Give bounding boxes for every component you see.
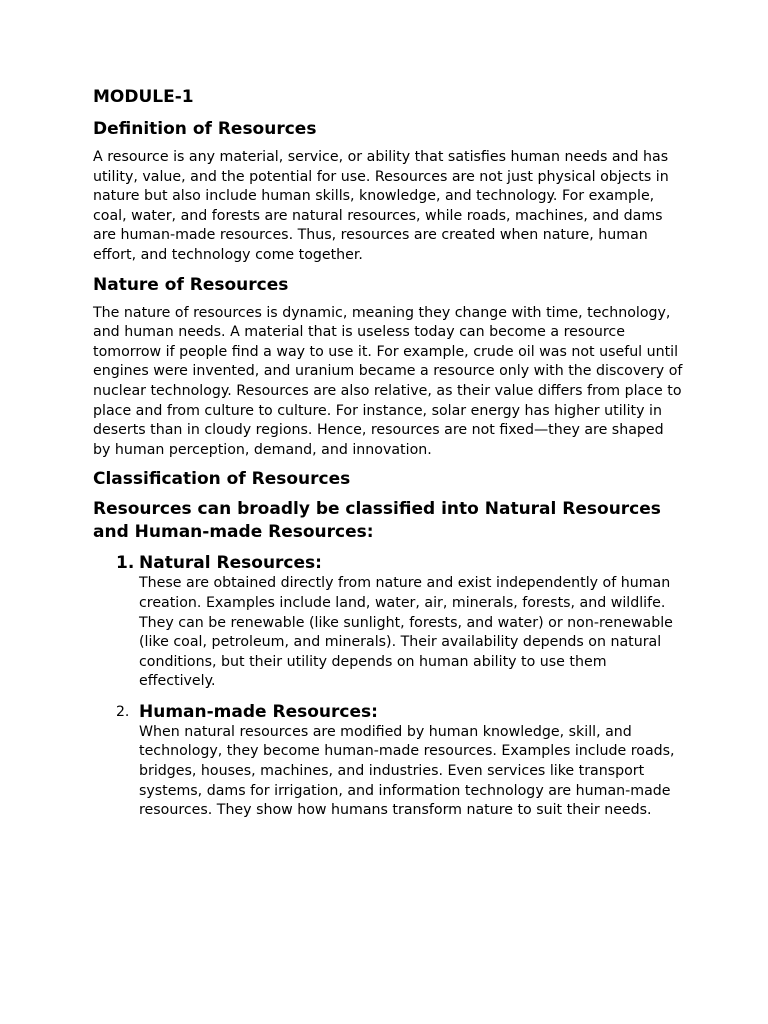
classification-lead: Resources can broadly be classified into Natural Resources and Human-made Resources:: [93, 499, 661, 543]
list-item-title: Natural Resources:: [139, 553, 322, 574]
list-item-body: When natural resources are modified by human knowledge, skill, and technology, they become human-made resources. Examples include roads, bridges, houses, machines, and industries. Even services like transport systems, dams for irrigation, and information technology are human-made resources. They show how humans transform nature to suit their needs.: [139, 723, 675, 819]
list-item-number: 1.: [116, 553, 135, 574]
section-heading-nature: Nature of Resources: [93, 274, 289, 295]
list-item: [93, 552, 683, 692]
definition-paragraph: A resource is any material, service, or ability that satisfies human needs and has utility, value, and the potential for use. Resources are not just physical objects in nature but also include human skills, knowledge, and technology. For example, coal, water, and forests are natural resources, while roads, machines, and dams are human-made resources. Thus, resources are created when nature, human effort, and technology come together.: [93, 149, 669, 263]
list-item-number: 2.: [116, 703, 130, 720]
nature-paragraph: The nature of resources is dynamic, meaning they change with time, technology, and human needs. A material that is useless today can become a resource tomorrow if people find a way to use it. For example, crude oil was not useful until engines were invented, and uranium became a resource only with the discovery of nuclear technology. Resources are also relative, as their value differs from place to place and from culture to culture. For instance, solar energy has higher utility in deserts than in cloudy regions. Hence, resources are not fixed—they are shaped by human perception, demand, and innovation.: [93, 304, 683, 458]
list-item-body: These are obtained directly from nature and exist independently of human creation. Examples include land, water, air, minerals, forests, and wildlife. They can be renewable (like sunlight, forests, and water) or non-renewable (like coal, petroleum, and minerals). Their availability depends on natural conditions, but their utility depends on human ability to use them effectively.: [139, 575, 673, 690]
section-heading-classification: Classification of Resources: [93, 469, 351, 490]
list-item-title: Human-made Resources:: [139, 701, 378, 722]
document-page: [93, 87, 683, 830]
module-title: MODULE-1: [93, 87, 194, 107]
section-heading-definition: Definition of Resources: [93, 119, 317, 139]
classification-list: [93, 552, 683, 821]
list-item: [93, 701, 683, 821]
